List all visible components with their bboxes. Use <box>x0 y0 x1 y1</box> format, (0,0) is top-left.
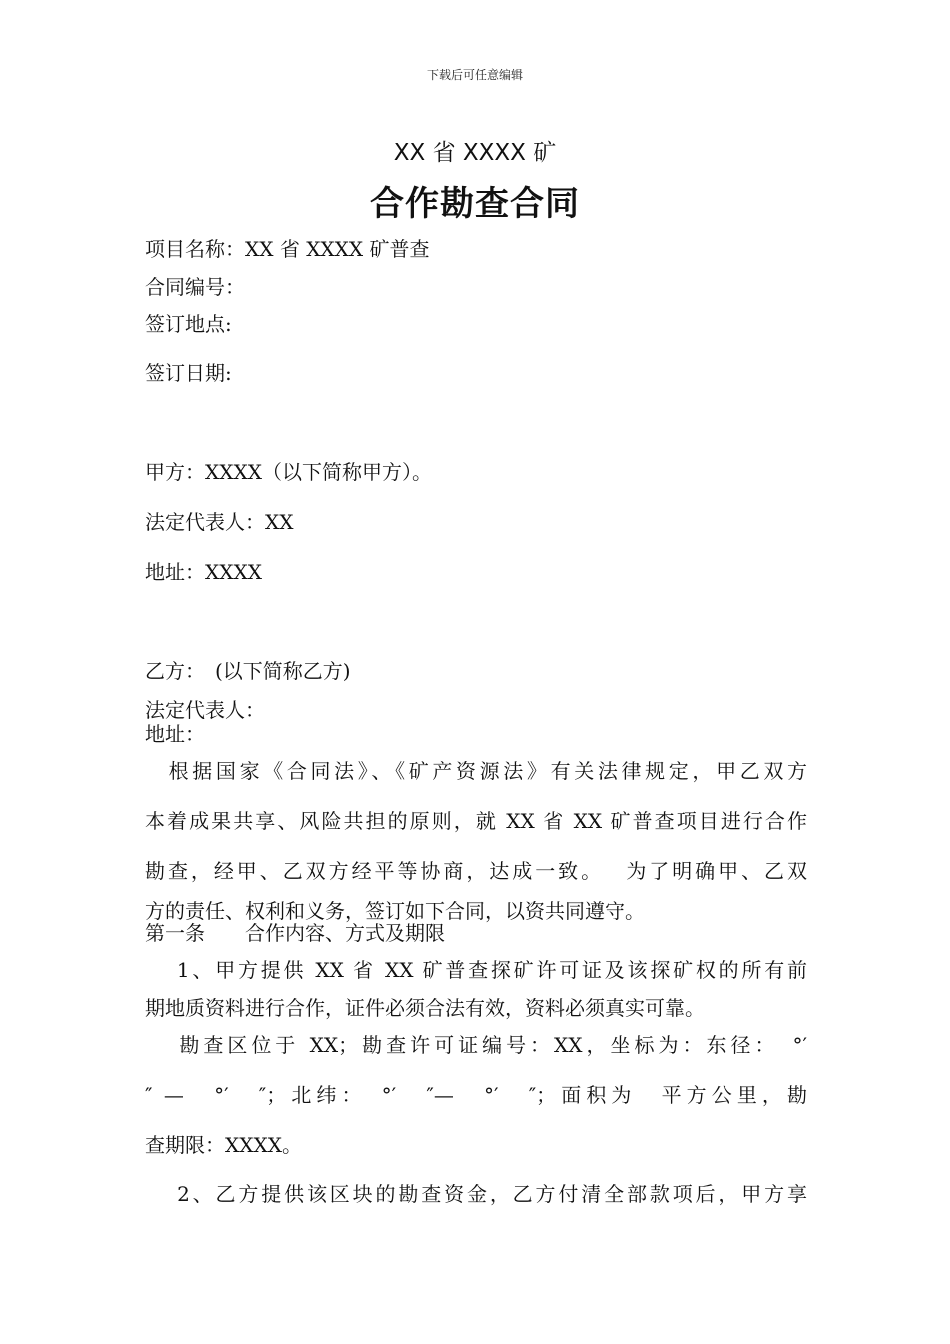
party-b-name: 乙方： (以下简称乙方) <box>145 659 351 683</box>
party-b-address: 地址： <box>145 722 205 746</box>
clause-line: ″ — °′ ″；北纬： °′ ″— °′ ″；面积为 平方公里，勘 <box>145 1083 807 1107</box>
clause-line: 查期限：XXXX。 <box>145 1133 302 1157</box>
sign-place: 签订地点: <box>145 312 232 336</box>
party-a-address: 地址：XXXX <box>145 560 262 584</box>
clause-2 <box>145 1181 807 1207</box>
party-b-representative: 法定代表人： <box>145 698 265 722</box>
clause-line: 勘查区位于 XX；勘查许可证编号：XX，坐标为：东径： °′ <box>145 1033 807 1057</box>
document-title: 合作勘查合同 <box>370 184 580 224</box>
article-1-heading: 第一条 合作内容、方式及期限 <box>145 921 445 945</box>
title-line-1: XX 省 XXXX 矿 <box>393 140 557 166</box>
clause-1 <box>145 957 807 1021</box>
intro-line: 根据国家《合同法》、《矿产资源法》有关法律规定，甲乙双方 <box>145 759 807 783</box>
clause-line: 1、甲方提供 XX 省 XX 矿普查探矿许可证及该探矿权的所有前 <box>145 958 807 982</box>
clause-line: 期地质资料进行合作，证件必须合法有效，资料必须真实可靠。 <box>145 996 705 1020</box>
header-note: 下载后可任意编辑 <box>426 68 523 82</box>
contract-number: 合同编号： <box>145 275 245 299</box>
intro-line: 本着成果共享、风险共担的原则，就 XX 省 XX 矿普查项目进行合作 <box>145 809 807 833</box>
intro-paragraph <box>145 758 807 924</box>
intro-line: 方的责任、权利和义务，签订如下合同，以资共同遵守。 <box>145 899 645 923</box>
sign-date: 签订日期: <box>145 361 232 385</box>
clause-line: 2、乙方提供该区块的勘查资金，乙方付清全部款项后，甲方享 <box>145 1182 807 1206</box>
party-a-name: 甲方：XXXX（以下简称甲方）。 <box>145 460 432 484</box>
project-name: 项目名称：XX 省 XXXX 矿普查 <box>145 237 430 261</box>
party-a-representative: 法定代表人：XX <box>145 510 294 534</box>
intro-line: 勘查，经甲、乙双方经平等协商，达成一致。 为了明确甲、乙双 <box>145 859 807 883</box>
clause-1-area <box>145 1032 807 1158</box>
